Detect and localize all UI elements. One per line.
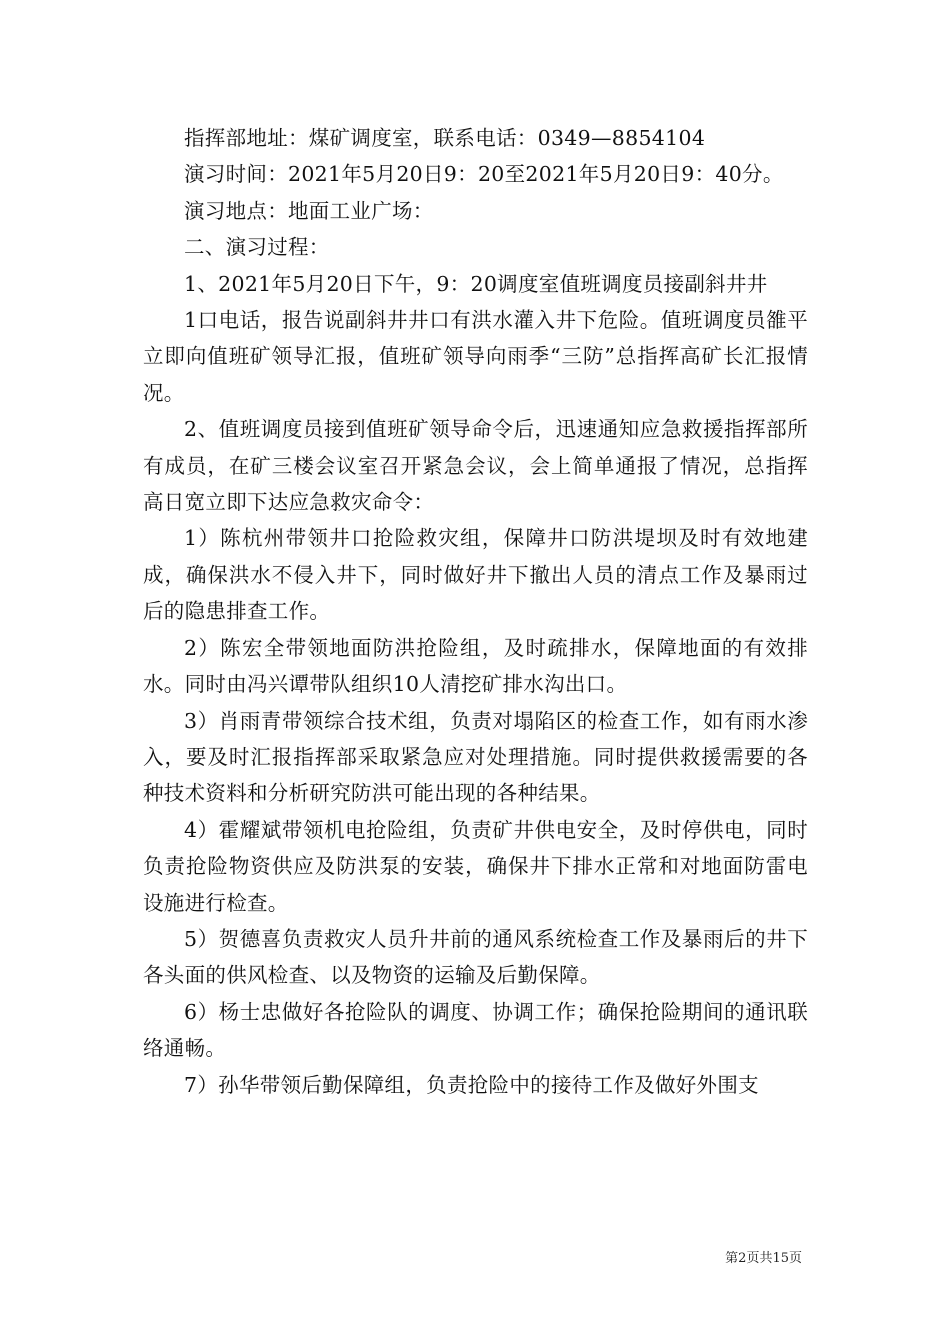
paragraph-hq-address: 指挥部地址：煤矿调度室，联系电话：0349—8854104 — [184, 126, 706, 150]
paragraph-step-1: 1、2021年5月20日下午，9：20调度室值班调度员接副斜井井 — [184, 271, 768, 296]
paragraph-drill-time: 演习时间：2021年5月20日9：20至2021年5月20日9：40分。 — [184, 162, 784, 187]
paragraph-order-2: 2）陈宏全带领地面防洪抢险组，及时疏排水，保障地面的有效排水。同时由冯兴谭带队组织10人清挖矿排水沟出口。 — [143, 635, 808, 697]
document-body — [143, 120, 808, 1103]
paragraph-step-2: 2、值班调度员接到值班矿领导命令后，迅速通知应急救援指挥部所有成员，在矿三楼会议室召开紧急会议，会上简单通报了情况，总指挥高日宽立即下达应急救灾命令： — [143, 417, 808, 515]
paragraph-order-3: 3）肖雨青带领综合技术组，负责对塌陷区的检查工作，如有雨水渗入，要及时汇报指挥部采取紧急应对处理措施。同时提供救援需要的各种技术资料和分析研究防洪可能出现的各种结果。 — [143, 708, 808, 806]
page-number-footer: 第2页共15页 — [725, 1251, 802, 1266]
paragraph-order-5: 5）贺德喜负责救灾人员升井前的通风系统检查工作及暴雨后的井下各头面的供风检查、以及物资的运输及后勤保障。 — [143, 926, 808, 988]
paragraph-step-1-continued: 1口电话，报告说副斜井井口有洪水灌入井下危险。值班调度员雒平立即向值班矿领导汇报，值班矿领导向雨季“三防”总指挥高矿长汇报情况。 — [143, 308, 808, 405]
paragraph-order-6: 6）杨士忠做好各抢险队的调度、协调工作；确保抢险期间的通讯联络通畅。 — [143, 999, 808, 1061]
paragraph-order-4: 4）霍耀斌带领机电抢险组，负责矿井供电安全，及时停供电，同时负责抢险物资供应及防洪泵的安装，确保井下排水正常和对地面防雷电设施进行检查。 — [143, 817, 808, 915]
paragraph-drill-location: 演习地点：地面工业广场： — [184, 198, 434, 223]
section-heading-drill-process: 二、演习过程： — [184, 235, 330, 260]
paragraph-order-1: 1）陈杭州带领井口抢险救灾组，保障井口防洪堤坝及时有效地建成，确保洪水不侵入井下，同时做好井下撤出人员的清点工作及暴雨过后的隐患排查工作。 — [143, 526, 808, 624]
paragraph-order-7: 7）孙华带领后勤保障组，负责抢险中的接待工作及做好外围支 — [184, 1072, 759, 1097]
